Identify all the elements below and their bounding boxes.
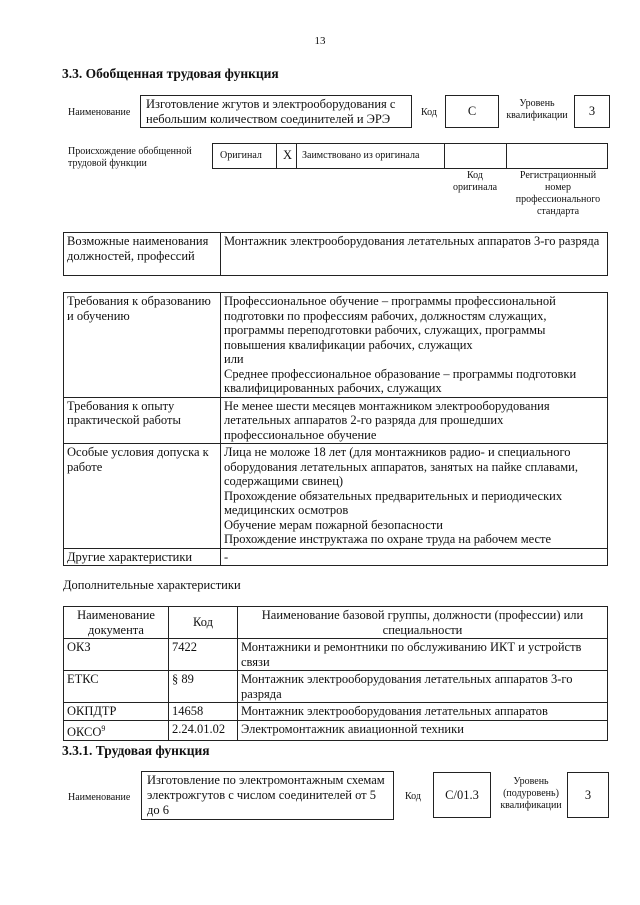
reg-number-label: Регистрационный номер профессионального стандарта xyxy=(515,170,601,217)
requirement-label: Требования к опыту практической работы xyxy=(64,397,221,444)
doc-name: ОКСО xyxy=(67,724,102,739)
requirement-line: Не менее шести месяцев монтажником электрооборудования xyxy=(224,398,550,413)
subsection-title: 3.3.1. Трудовая функция xyxy=(62,743,210,758)
level-box xyxy=(567,772,609,818)
cell-code: 7422 xyxy=(169,639,238,671)
cell-name: Монтажник электрооборудования летательных аппаратов 3-го разряда xyxy=(238,671,608,703)
additional-table xyxy=(63,606,608,741)
code-box xyxy=(433,772,491,818)
positions-table xyxy=(63,232,608,276)
code-original-label: Код оригинала xyxy=(452,170,498,193)
level-value: 3 xyxy=(588,104,596,118)
code-value: C/01.3 xyxy=(445,788,479,802)
requirement-line: Обучение мерам пожарной безопасности xyxy=(224,517,443,532)
borrowed-label: Заимствовано из оригинала xyxy=(302,150,420,161)
divider xyxy=(506,143,507,169)
level-value: 3 xyxy=(584,788,592,802)
cell-code: 2.24.01.02 xyxy=(169,720,238,741)
divider xyxy=(276,143,277,169)
cell-doc: ЕТКС xyxy=(64,671,169,703)
requirement-label: Требования к образованию и обучению xyxy=(64,293,221,398)
requirement-line: Профессиональное обучение – программы профессиональной xyxy=(224,294,556,308)
requirement-line: оборудования летательных аппаратов, занятых на пайке сплавами, xyxy=(224,459,578,474)
function-name-box xyxy=(141,771,394,820)
requirement-row xyxy=(64,548,608,566)
requirement-line: профессиональное обучение xyxy=(224,427,377,442)
level-box xyxy=(574,95,610,128)
requirement-line: летательных аппаратов 2-го разряда для прошедших xyxy=(224,413,504,427)
name-label: Наименование xyxy=(68,792,131,803)
header-name: Наименование базовой группы, должности (профессии) или специальности xyxy=(238,607,608,639)
cell-name: Электромонтажник авиационной техники xyxy=(238,720,608,741)
function-name-value: Изготовление жгутов и электрооборудования с небольшим количеством соединителей и ЭРЭ xyxy=(146,97,396,126)
cell-code: 14658 xyxy=(169,703,238,721)
origin-label: Происхождение обобщенной трудовой функции xyxy=(68,146,192,169)
level-label: Уровень (подуровень) квалификации xyxy=(500,776,562,811)
requirement-line: Прохождение инструктажа по охране труда на рабочем месте xyxy=(224,532,552,546)
cell-doc xyxy=(64,720,169,741)
divider xyxy=(296,143,297,169)
table-row xyxy=(64,703,608,721)
table-row xyxy=(64,671,608,703)
cell-name: Монтажники и ремонтники по обслуживанию ИКТ и устройств связи xyxy=(238,639,608,671)
code-box xyxy=(445,95,499,128)
cell-doc: ОКПДТР xyxy=(64,703,169,721)
name-label: Наименование xyxy=(68,107,131,118)
table-row xyxy=(64,720,608,741)
requirement-line: программы переподготовки рабочих, служащих, программы xyxy=(224,323,546,337)
requirement-value xyxy=(221,397,608,444)
requirement-line: Среднее профессиональное образование – программы подготовки xyxy=(224,366,577,381)
original-mark: X xyxy=(283,148,293,162)
requirement-line: Лица не моложе 18 лет (для монтажников радио- и специального xyxy=(224,445,571,459)
requirement-line: содержащими свинец) xyxy=(224,474,344,488)
original-label: Оригинал xyxy=(220,150,262,161)
requirement-label: Особые условия допуска к работе xyxy=(64,444,221,549)
requirement-value xyxy=(221,293,608,398)
function-name-value: Изготовление по электромонтажным схемам электрожгутов с числом соединителей от 5 до 6 xyxy=(147,773,385,817)
table-header-row xyxy=(64,607,608,639)
requirement-line: Прохождение обязательных предварительных и периодических xyxy=(224,488,563,503)
requirement-value xyxy=(221,444,608,549)
level-label: Уровень квалификации xyxy=(506,98,568,121)
requirement-label: Другие характеристики xyxy=(64,548,221,566)
divider xyxy=(444,143,445,169)
code-label: Код xyxy=(421,107,437,118)
positions-label: Возможные наименования должностей, профессий xyxy=(64,233,221,276)
requirement-row xyxy=(64,293,608,398)
requirement-row xyxy=(64,444,608,549)
requirements-table xyxy=(63,292,608,566)
cell-code: § 89 xyxy=(169,671,238,703)
requirement-line: медицинских осмотров xyxy=(224,503,349,517)
requirement-line: подготовки по профессиям рабочих, должностям служащих, xyxy=(224,308,547,323)
requirement-line: повышения квалификации рабочих, служащих xyxy=(224,337,473,352)
code-label: Код xyxy=(405,791,421,802)
requirement-row xyxy=(64,397,608,444)
additional-title: Дополнительные характеристики xyxy=(63,578,241,592)
cell-doc: ОКЗ xyxy=(64,639,169,671)
requirement-line: или xyxy=(224,352,244,366)
function-name-box xyxy=(140,95,412,128)
positions-value: Монтажник электрооборудования летательных аппаратов 3-го разряда xyxy=(221,233,608,276)
header-code: Код xyxy=(169,607,238,639)
code-value: C xyxy=(467,104,477,118)
section-title: 3.3. Обобщенная трудовая функция xyxy=(62,66,279,81)
requirement-line: - xyxy=(224,549,229,564)
footnote-mark: 9 xyxy=(101,723,106,733)
cell-name: Монтажник электрооборудования летательных аппаратов xyxy=(238,703,608,721)
table-row xyxy=(64,639,608,671)
requirement-line: квалифицированных рабочих, служащих xyxy=(224,381,442,395)
header-doc: Наименование документа xyxy=(64,607,169,639)
page-number: 13 xyxy=(314,35,326,47)
requirement-value xyxy=(221,548,608,566)
